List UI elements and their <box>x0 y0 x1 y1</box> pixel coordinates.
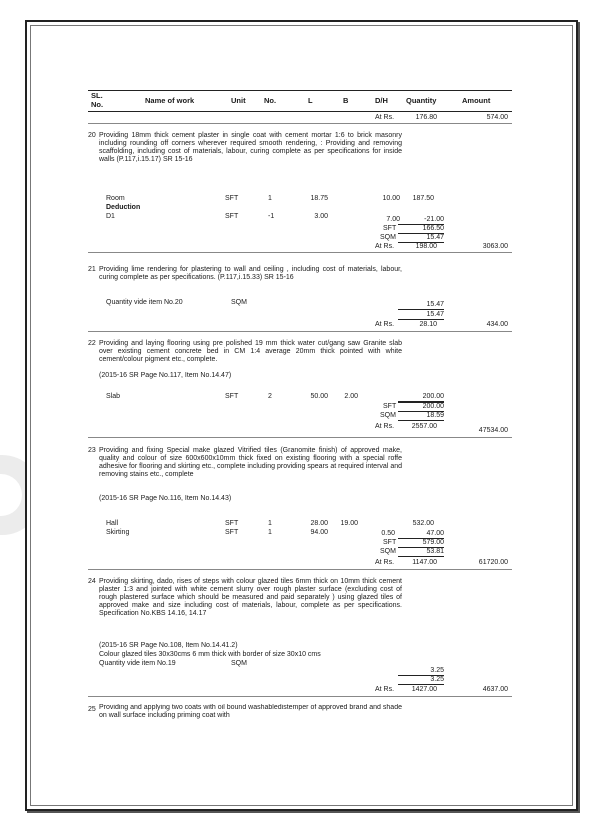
row-dh: 0.50 <box>381 530 395 537</box>
header-name: Name of work <box>145 96 195 105</box>
row-label: Room <box>106 195 125 202</box>
item-number: 22 <box>88 340 96 347</box>
divider <box>88 696 512 697</box>
item-description: Providing lime rendering for plastering to wall and ceiling , including cost of materials, labour, curing complete as per specifications. (P.117,i.15.33) SR 15-16 <box>99 266 402 281</box>
row-qty: 3.25 <box>398 667 444 676</box>
sqm-qty: 15.47 <box>398 234 444 243</box>
row-unit: SQM <box>231 660 247 667</box>
sft-label: SFT <box>383 403 397 410</box>
row-qty: -21.00 <box>398 216 444 225</box>
row-b: 19.00 <box>340 520 358 527</box>
divider <box>88 252 512 253</box>
item-description: Providing and laying flooring using pre polished 19 mm thick water cut/gang saw Granite slab over existing cement concrete bed in CM 1:4 average 20mm thick pointed with white cement/colour pigment etc., complete. <box>99 340 402 363</box>
row-l: 28.00 <box>310 520 328 527</box>
amount: 434.00 <box>486 321 508 328</box>
row-label: D1 <box>106 213 115 220</box>
item-subtitle: Colour glazed tiles 30x30cms 6 mm thick with border of size 30x10 cms <box>99 651 321 658</box>
item-description: Providing 18mm thick cement plaster in single coat with cement mortar 1:6 to brick masonry including rounding off corners wherever required smooth rendering, : Providing and removing scaffolding, including cost of materials, labour, curing complete as per specifications for inside walls (P.117,i.15.17) SR 15-16 <box>99 132 402 163</box>
row-qty: 3.25 <box>398 676 444 685</box>
row-no: 1 <box>268 529 272 536</box>
row-b: 2.00 <box>344 393 358 400</box>
amount: 4637.00 <box>482 686 508 693</box>
item-reference: (2015-16 SR Page No.116, Item No.14.43) <box>99 495 232 502</box>
sft-qty: 166.50 <box>398 224 444 234</box>
sft-label: SFT <box>383 225 397 232</box>
amount: 3063.00 <box>482 243 508 250</box>
row-label: Skirting <box>106 529 130 536</box>
item-description: Providing and applying two coats with oil bound washabledistemper of approved brand and shade on wall surface including priming coat with <box>99 704 402 719</box>
header-no: No. <box>91 100 104 109</box>
header-l: L <box>308 96 313 105</box>
item-number: 21 <box>88 266 96 273</box>
sft-qty: 200.00 <box>398 402 444 412</box>
deduction-label: Deduction <box>106 204 141 211</box>
header-sl: SL. <box>91 91 103 100</box>
header-unit: Unit <box>231 96 246 105</box>
quantity-vide: Quantity vide item No.19 <box>99 660 176 667</box>
item-number: 24 <box>88 578 96 585</box>
row-unit: SFT <box>225 520 239 527</box>
at-label: At Rs. <box>375 559 395 566</box>
top-rate: 176.80 <box>415 114 437 121</box>
sqm-label: SQM <box>380 234 396 241</box>
amount: 61720.00 <box>478 559 508 566</box>
row-qty: 15.47 <box>398 311 444 320</box>
header-amount: Amount <box>462 96 491 105</box>
row-l: 94.00 <box>310 529 328 536</box>
header-number: No. <box>264 96 277 105</box>
divider <box>88 331 512 332</box>
sqm-qty: 53.81 <box>398 548 444 557</box>
row-unit: SFT <box>225 393 239 400</box>
sft-qty: 579.00 <box>398 538 444 548</box>
quantity-vide: Quantity vide item No.20 <box>106 299 183 306</box>
at-label: At Rs. <box>375 321 395 328</box>
row-qty: 15.47 <box>398 301 444 310</box>
row-l: 50.00 <box>310 393 328 400</box>
row-label: Hall <box>106 520 119 527</box>
row-no: 2 <box>268 393 272 400</box>
top-at-label: At Rs. <box>375 114 395 121</box>
row-dh: 10.00 <box>382 195 400 202</box>
row-qty: 200.00 <box>398 393 444 402</box>
item-number: 25 <box>88 706 96 713</box>
item-reference: (2015-16 SR Page No.108, Item No.14.41.2) <box>99 642 238 649</box>
amount: 47534.00 <box>478 427 508 434</box>
at-label: At Rs. <box>375 243 395 250</box>
rate: 28.10 <box>419 321 437 328</box>
row-no: -1 <box>268 213 275 220</box>
row-unit: SFT <box>225 213 239 220</box>
item-description: Providing and fixing Special make glazed Vitrified tiles (Granomite finish) of approved make, quality and colour of size 600x600x10mm thick fixed on existing flooring with a special roffe adhesive for flooring and skirting etc., complete including providing spears at required interval and removing stains etc., complete <box>99 447 402 478</box>
table-header <box>88 90 512 112</box>
divider <box>88 123 512 124</box>
at-label: At Rs. <box>375 423 395 430</box>
rate: 198.00 <box>415 243 437 250</box>
row-label: Slab <box>106 393 121 400</box>
row-l: 18.75 <box>310 195 328 202</box>
item-description: Providing skirting, dado, rises of steps with colour glazed tiles 6mm thick on 10mm thick cement plaster 1:3 and jointed with white cement slurry over rough plaster surface (excluding cost of rough plastered surface which should be measured and paid separately ) using glazed tiles of approved make and size including cost of materials, labour, complete as per specifications. Specification No.KBS 14.16, 14.17 <box>99 578 402 617</box>
row-qty: 47.00 <box>398 530 444 539</box>
row-unit: SFT <box>225 529 239 536</box>
item-number: 20 <box>88 132 96 139</box>
item-reference: (2015-16 SR Page No.117, Item No.14.47) <box>99 372 232 379</box>
header-dh: D/H <box>375 96 388 105</box>
divider <box>88 437 512 438</box>
row-qty: 187.50 <box>412 195 434 202</box>
header-b: B <box>343 96 349 105</box>
top-amount: 574.00 <box>486 114 508 121</box>
divider <box>88 569 512 570</box>
header-quantity: Quantity <box>406 96 437 105</box>
sqm-label: SQM <box>380 412 396 419</box>
row-no: 1 <box>268 195 272 202</box>
rate: 1147.00 <box>412 559 437 566</box>
row-qty: 532.00 <box>412 520 434 527</box>
item-number: 23 <box>88 447 96 454</box>
sft-label: SFT <box>383 539 397 546</box>
row-l: 3.00 <box>314 213 328 220</box>
rate: 2557.00 <box>411 423 437 430</box>
row-dh: 7.00 <box>386 216 400 223</box>
row-unit: SQM <box>231 299 247 306</box>
at-label: At Rs. <box>375 686 395 693</box>
sqm-label: SQM <box>380 548 396 555</box>
row-no: 1 <box>268 520 272 527</box>
sqm-qty: 18.59 <box>398 412 444 421</box>
row-unit: SFT <box>225 195 239 202</box>
rate: 1427.00 <box>411 686 437 693</box>
